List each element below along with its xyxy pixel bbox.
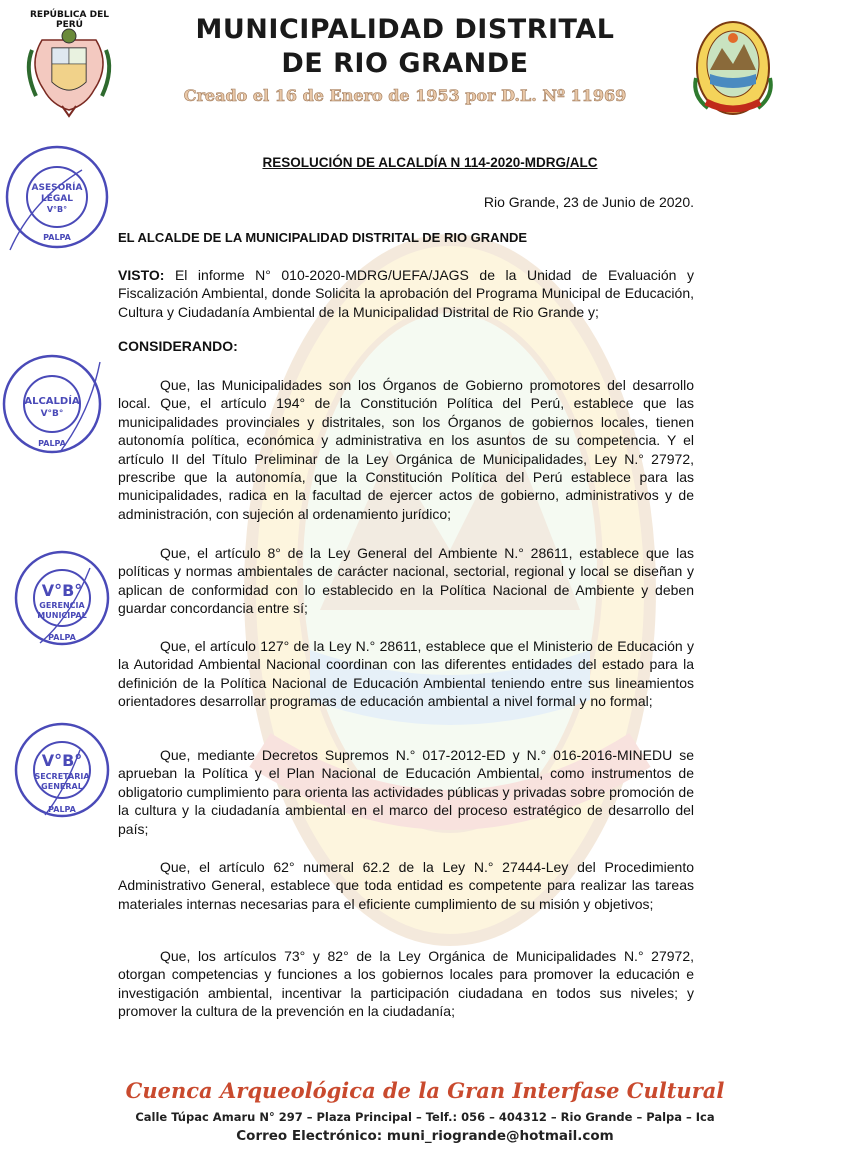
letterhead <box>0 0 850 120</box>
municipality-title-line2: DE RIO GRANDE <box>281 48 529 79</box>
footer-address: Calle Túpac Amaru N° 297 – Plaza Principal – Telf.: 056 – 404312 – Rio Grande – Palpa – Ica <box>135 1110 715 1124</box>
footer-email: Correo Electrónico: muni_riogrande@hotmail.com <box>236 1128 614 1144</box>
stamp-alcaldia <box>0 352 110 457</box>
considerando-paragraph-2: Que, el artículo 8° de la Ley General del Ambiente N.° 28611, establece que las políticas y normas ambientales de carácter nacional, sectorial, regional y local se diseñan y aplican de conformidad con lo establecido en la Política Nacional de Ambiente y deben guardar concordancia entre sí; <box>118 545 694 617</box>
stamp-vb: V°B° <box>41 751 83 770</box>
stamp-line1: ALCALDÍA <box>24 396 80 407</box>
district-emblem <box>688 18 778 118</box>
stamp-vb: V°B° <box>46 205 68 214</box>
stamp-line2: LEGAL <box>41 194 73 204</box>
considerando-paragraph-4: Que, mediante Decretos Supremos N.° 017-2012-ED y N.° 016-2016-MINEDU se aprueban la Política y el Plan Nacional de Educación Ambiental, como instrumentos de obligatorio cumplimiento para orienta las actividades públicas y privadas sobre promoción de la cultura y la ciudadanía ambiental en el marco del proceso estratégico de desarrollo del país; <box>118 747 694 837</box>
stamp-bottom: PALPA <box>48 805 76 814</box>
stamp-line1: ASESORÍA <box>31 183 83 193</box>
considerando-heading: CONSIDERANDO: <box>118 338 238 354</box>
stamp-line2: GENERAL <box>41 782 83 791</box>
stamp-bottom: PALPA <box>38 439 66 448</box>
coat-caption: REPÚBLICA DEL PERÚ <box>30 10 109 30</box>
stamp-secretaria-general <box>10 720 115 820</box>
stamp-line2: MUNICIPAL <box>37 611 87 620</box>
municipality-title: MUNICIPALIDAD DISTRITAL <box>195 14 615 45</box>
stamp-line1: SECRETARIA <box>34 772 90 781</box>
considerando-paragraph-1: Que, las Municipalidades son los Órganos de Gobierno promotores del desarrollo local. Que, el artículo 194° de la Constitución Política del Perú, establece que las municipalidades provinciales y distritales, son los Órganos de gobiernos locales, tienen autonomía política, económica y administrativa en los asuntos de su competencia. Y el artículo II del Título Preliminar de la Ley Orgánica de Municipalidades, Ley N.° 27972, prescribe que la autonomía, que la Constitución Política del Perú establece para las municipalidades, radica en la facultad de ejercer actos de gobierno, administrativos y de administración, con sujeción al ordenamiento jurídico; <box>118 377 694 522</box>
stamp-line1: GERENCIA <box>39 601 85 610</box>
date-line: Rio Grande, 23 de Junio de 2020. <box>483 194 694 210</box>
considerando-paragraph-3: Que, el artículo 127° de la Ley N.° 28611, establece que el Ministerio de Educación y la Autoridad Ambiental Nacional coordinan con las diferentes entidades del estado para la definición de la Política Nacional de Educación Ambiental teniendo entre sus lineamientos orientadores desarrollar programas de educación ambiental a nivel formal y no formal; <box>118 638 694 710</box>
visto-text: El informe N° 010-2020-MDRG/UEFA/JAGS de la Unidad de Evaluación y Fiscalización Ambiental, donde Solicita la aprobación del Programa Municipal de Educación, Cultura y Ciudadanía Ambiental de la Municipalidad Distrital de Rio Grande y; <box>118 267 694 320</box>
considerando-paragraph-6: Que, los artículos 73° y 82° de la Ley Orgánica de Municipalidades N.° 27972, otorgan competencias y funciones a los gobiernos locales para promover la educación e investigación ambiental, incentivar la participación ciudadana en todos sus niveles; y promover la cultura de la prevención en la ciudadanía; <box>118 948 694 1020</box>
creation-subtitle: Creado el 16 de Enero de 1953 por D.L. Nº 11969 <box>183 86 627 105</box>
visto-label: VISTO: <box>118 267 165 283</box>
stamp-gerencia-municipal <box>10 548 115 648</box>
considerando-paragraph-5: Que, el artículo 62° numeral 62.2 de la Ley N.° 27444-Ley del Procedimiento Administrativo General, establece que toda entidad es competente para realizar las tareas materiales internas necesarias para el eficiente cumplimiento de su misión y objetivos; <box>118 859 694 912</box>
footer-motto: Cuenca Arqueológica de la Gran Interfase Cultural <box>125 1078 725 1103</box>
stamp-bottom: PALPA <box>48 633 76 642</box>
stamp-bottom: PALPA <box>43 233 71 242</box>
stamp-asesoria-legal <box>2 140 112 255</box>
stamp-vb: V°B° <box>40 409 64 419</box>
stamp-vb: V°B° <box>41 581 83 600</box>
resolution-title: RESOLUCIÓN DE ALCALDÍA N 114-2020-MDRG/ALC <box>262 155 598 170</box>
district-emblem-icon <box>688 18 778 118</box>
visto-paragraph <box>118 266 694 321</box>
addressee-line: EL ALCALDE DE LA MUNICIPALIDAD DISTRITAL DE RIO GRANDE <box>118 230 528 245</box>
national-coat-of-arms <box>22 10 117 120</box>
